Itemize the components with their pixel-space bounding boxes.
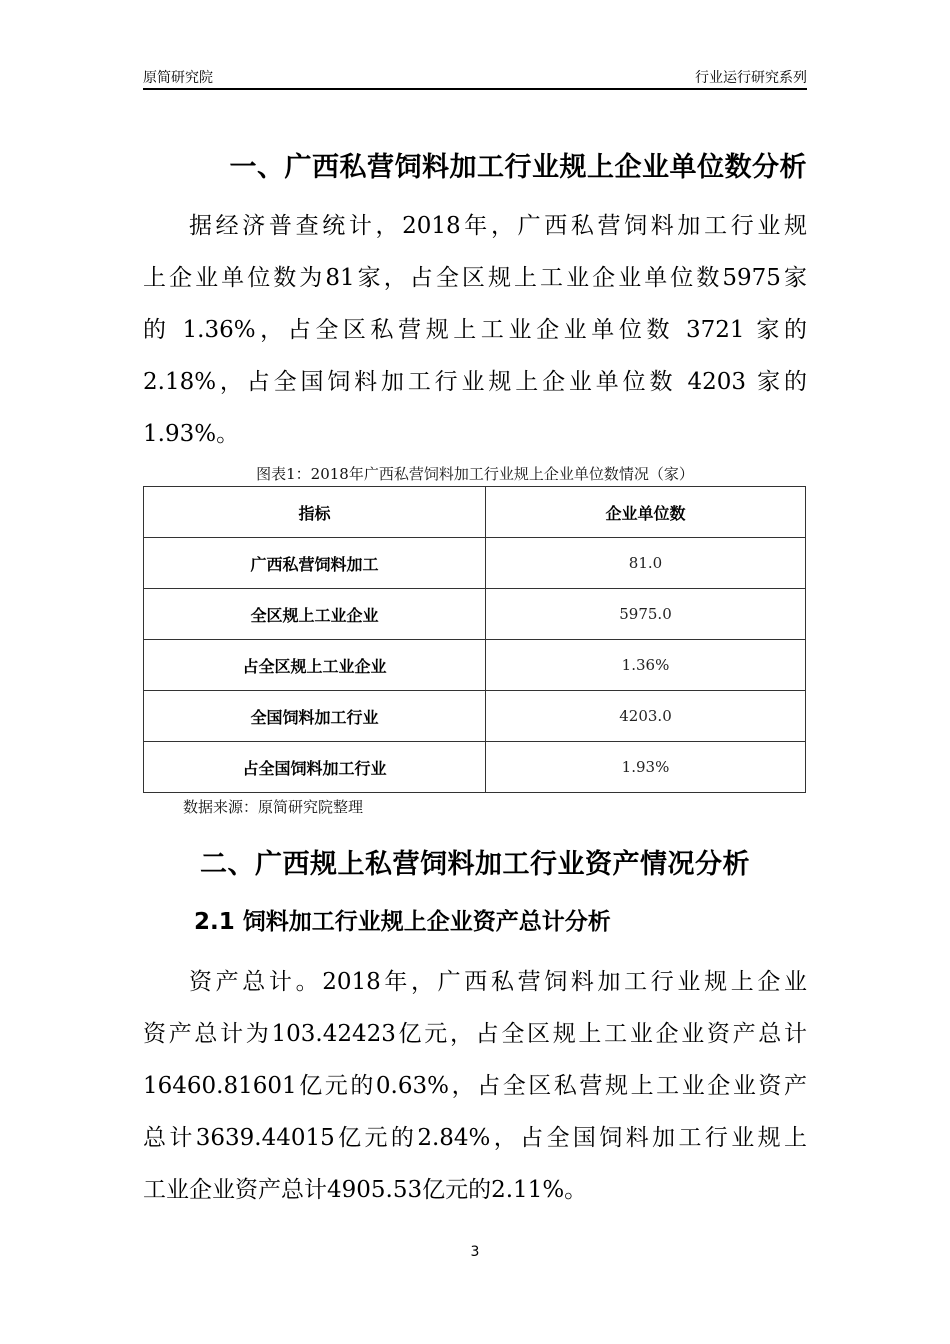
row-value: 1.93% xyxy=(486,742,806,793)
paragraph-line: 工业企业资产总计4905.53亿元的2.11%。 xyxy=(143,1177,588,1203)
paragraph-line: 2.18%，占全国饲料加工行业规上企业单位数 4203 家的 xyxy=(143,369,807,395)
paragraph-line: 上企业单位数为81家，占全区规上工业企业单位数5975家 xyxy=(143,265,807,291)
paragraph-line: 1.93%。 xyxy=(143,421,240,447)
table-caption: 图表1：2018年广西私营饲料加工行业规上企业单位数情况（家） xyxy=(256,465,694,483)
row-value: 5975.0 xyxy=(486,589,806,640)
section-2-heading: 二、广西规上私营饲料加工行业资产情况分析 xyxy=(200,849,750,880)
table-row xyxy=(144,538,806,589)
section-2-paragraph xyxy=(143,956,807,1216)
enterprise-count-table xyxy=(143,486,806,793)
table-source-note: 数据来源：原简研究院整理 xyxy=(183,798,364,816)
column-header-indicator: 指标 xyxy=(144,487,486,538)
table-row xyxy=(144,589,806,640)
row-label: 全国饲料加工行业 xyxy=(144,691,486,742)
header-series-name: 行业运行研究系列 xyxy=(695,70,807,86)
row-label: 全区规上工业企业 xyxy=(144,589,486,640)
row-label: 广西私营饲料加工 xyxy=(144,538,486,589)
page-header xyxy=(143,64,807,90)
section-1-paragraph xyxy=(143,200,807,460)
row-value: 1.36% xyxy=(486,640,806,691)
column-header-count: 企业单位数 xyxy=(486,487,806,538)
paragraph-line: 资产总计为103.42423亿元，占全区规上工业企业资产总计 xyxy=(143,1021,807,1047)
table-header-row xyxy=(144,487,806,538)
paragraph-line: 总计3639.44015亿元的2.84%，占全国饲料加工行业规上 xyxy=(143,1125,807,1151)
subsection-2-1-heading: 2.1 饲料加工行业规上企业资产总计分析 xyxy=(194,909,611,935)
page-number: 3 xyxy=(470,1244,480,1260)
row-value: 4203.0 xyxy=(486,691,806,742)
row-label: 占全国饲料加工行业 xyxy=(144,742,486,793)
paragraph-line: 16460.81601亿元的0.63%，占全区私营规上工业企业资产 xyxy=(143,1073,807,1099)
section-1-heading: 一、广西私营饲料加工行业规上企业单位数分析 xyxy=(229,152,807,183)
table-row xyxy=(144,742,806,793)
paragraph-line: 据经济普查统计，2018年，广西私营饲料加工行业规 xyxy=(189,213,807,239)
row-value: 81.0 xyxy=(486,538,806,589)
header-org-name: 原简研究院 xyxy=(143,70,213,86)
table-row xyxy=(144,691,806,742)
row-label: 占全区规上工业企业 xyxy=(144,640,486,691)
paragraph-line: 资产总计。2018年，广西私营饲料加工行业规上企业 xyxy=(189,969,807,995)
paragraph-line: 的 1.36%，占全区私营规上工业企业单位数 3721 家的 xyxy=(143,317,807,343)
table-row xyxy=(144,640,806,691)
